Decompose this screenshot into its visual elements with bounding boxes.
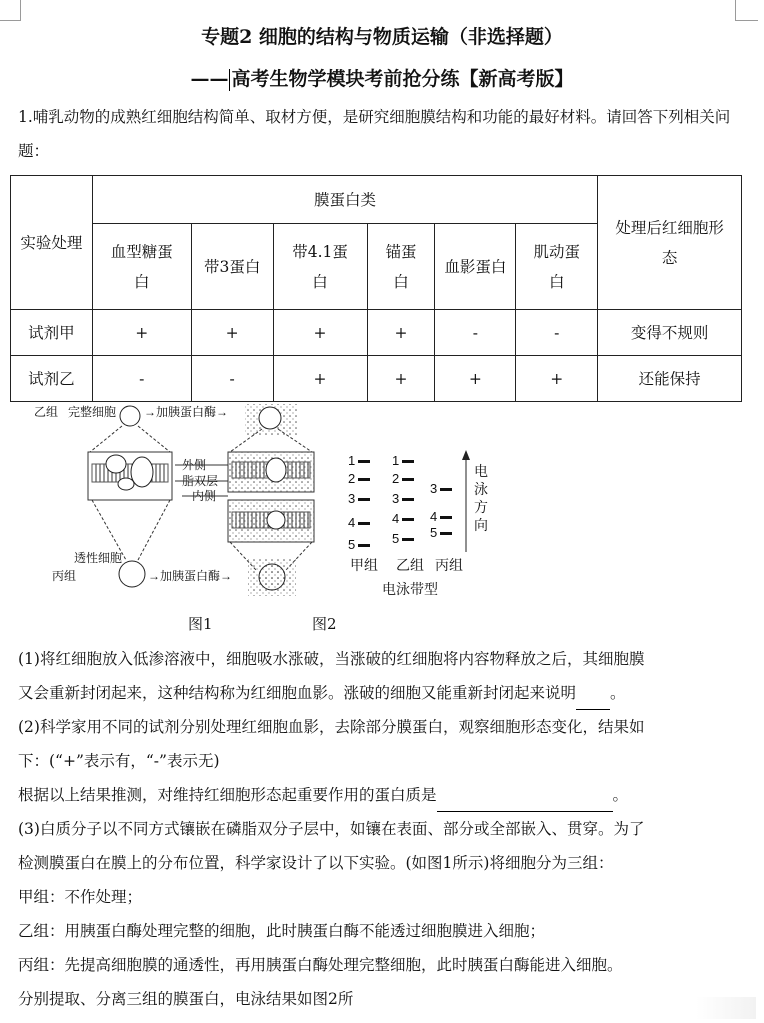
gel-band bbox=[358, 544, 370, 547]
fig1-permeable-cell-label: 透性细胞 bbox=[74, 551, 123, 565]
table-header-row bbox=[11, 176, 742, 224]
table-cell: + bbox=[273, 356, 367, 402]
band-number: 5 bbox=[348, 537, 356, 552]
table-row bbox=[11, 310, 742, 356]
document-subtitle bbox=[0, 64, 764, 91]
fig1-group-bing-label: 丙组 bbox=[52, 569, 77, 583]
answer-blank-1[interactable] bbox=[576, 689, 610, 710]
fig1-group-yi-label: 乙组 bbox=[34, 405, 59, 419]
q3-line-f: 分别提取、分离三组的膜蛋白，电泳结果如图2所 bbox=[18, 990, 354, 1008]
shape-result: 变得不规则 bbox=[598, 310, 742, 356]
table-cell: - bbox=[435, 310, 516, 356]
band-number: 5 bbox=[430, 525, 438, 540]
answer-blank-2[interactable] bbox=[437, 791, 613, 812]
fig1-intact-cell-label: 完整细胞 bbox=[68, 405, 117, 419]
direction-arrowhead bbox=[462, 450, 470, 460]
membrane-diagram-left bbox=[88, 452, 172, 500]
crop-mark-top-left bbox=[0, 0, 21, 21]
direction-label-char: 泳 bbox=[474, 481, 488, 497]
q1-end: 。 bbox=[610, 684, 626, 702]
q3-line-d: 乙组：用胰蛋白酶处理完整的细胞，此时胰蛋白酶不能透过细胞膜进入细胞； bbox=[18, 922, 546, 940]
direction-label bbox=[474, 463, 488, 533]
gel-band bbox=[402, 518, 414, 521]
gel-band bbox=[440, 488, 452, 491]
q3-line-b: 检测膜蛋白在膜上的分布位置，科学家设计了以下实验。(如图1所示)将细胞分为三组： bbox=[18, 854, 614, 872]
subtitle-text: 高考生物学模块考前抢分练【新高考版】 bbox=[231, 68, 574, 90]
band-number: 2 bbox=[348, 471, 356, 486]
q3-line-a: (3)白质分子以不同方式镶嵌在磷脂双分子层中，如镶在表面、部分或全部嵌入、贯穿。为了 bbox=[18, 820, 645, 838]
table-cell: - bbox=[92, 356, 191, 402]
direction-label-char: 向 bbox=[474, 517, 488, 533]
gel-band bbox=[402, 498, 414, 501]
protein-name: 锚蛋白 bbox=[367, 224, 435, 310]
reagent-name: 试剂甲 bbox=[11, 310, 93, 356]
protein-name: 肌动蛋白 bbox=[516, 224, 598, 310]
band-number: 4 bbox=[430, 509, 438, 524]
gel-band bbox=[358, 478, 370, 481]
label-inner: 内侧 bbox=[192, 489, 217, 503]
table-cell: + bbox=[191, 310, 273, 356]
figure1-caption: 图1 bbox=[188, 615, 213, 633]
protein-name: 带3蛋白 bbox=[191, 224, 273, 310]
gel-group-yi: 乙组 bbox=[396, 557, 424, 573]
band-number: 1 bbox=[348, 453, 356, 468]
band-number: 4 bbox=[348, 515, 356, 530]
fig1-add-enzyme-top: →加胰蛋白酶→ bbox=[144, 405, 229, 419]
document-title: 专题2 细胞的结构与物质运输（非选择题） bbox=[201, 26, 563, 48]
q1-text: 又会重新封闭起来，这种结构称为红细胞血影。涨破的细胞又能重新封闭起来说明 bbox=[18, 684, 577, 702]
band-number: 2 bbox=[392, 471, 400, 486]
q2-line-c bbox=[18, 778, 742, 812]
gel-band bbox=[402, 478, 414, 481]
gel-group-jia: 甲组 bbox=[350, 557, 378, 573]
table-cell: + bbox=[516, 356, 598, 402]
treated-permeable-cell-icon bbox=[259, 564, 285, 590]
electrophoresis-gel bbox=[348, 453, 452, 552]
q3-line-c: 甲组：不作处理； bbox=[18, 888, 143, 906]
q2-end: 。 bbox=[612, 786, 629, 804]
table-cell: + bbox=[367, 356, 435, 402]
fig1-add-enzyme-bottom: →加胰蛋白酶→ bbox=[148, 569, 233, 583]
table-cell: + bbox=[273, 310, 367, 356]
col-treatment-header: 实验处理 bbox=[11, 176, 93, 310]
gel-band bbox=[440, 532, 452, 535]
gel-band-type: 电泳带型 bbox=[382, 581, 438, 597]
reagent-name: 试剂乙 bbox=[11, 356, 93, 402]
band-number: 3 bbox=[348, 491, 356, 506]
intact-cell-icon bbox=[120, 406, 140, 426]
q1-line-b bbox=[18, 676, 742, 710]
gel-band bbox=[358, 522, 370, 525]
membrane-protein-table bbox=[10, 175, 742, 402]
col-proteins-header: 膜蛋白类 bbox=[92, 176, 597, 224]
q1-line-a: (1)将红细胞放入低渗溶液中，细胞吸水涨破，当涨破的红细胞将内容物释放之后，其细胞膜 bbox=[18, 650, 645, 668]
table-cell: - bbox=[516, 310, 598, 356]
protein-name: 带4.1蛋白 bbox=[273, 224, 367, 310]
direction-label-char: 电 bbox=[474, 463, 488, 479]
gel-band bbox=[440, 516, 452, 519]
table-cell: + bbox=[435, 356, 516, 402]
figures-1-and-2 bbox=[30, 402, 488, 634]
band-number: 3 bbox=[430, 481, 438, 496]
q2-line-a: (2)科学家用不同的试剂分别处理红细胞血影，去除部分膜蛋白，观察细胞形态变化，结果如 bbox=[18, 718, 645, 736]
table-cell: + bbox=[92, 310, 191, 356]
permeable-cell-icon bbox=[119, 561, 145, 587]
subtitle-dash: —— bbox=[190, 68, 229, 90]
gel-group-bing: 丙组 bbox=[435, 557, 463, 573]
gel-band bbox=[358, 498, 370, 501]
gel-band bbox=[402, 538, 414, 541]
gel-band bbox=[358, 460, 370, 463]
direction-label-char: 方 bbox=[474, 499, 488, 515]
crop-mark-top-right bbox=[735, 0, 758, 21]
figure2-caption: 图2 bbox=[312, 615, 337, 633]
q2-line-b: 下：(“+”表示有，“-”表示无) bbox=[18, 752, 220, 770]
protein-name: 血型糖蛋白 bbox=[92, 224, 191, 310]
protein-name: 血影蛋白 bbox=[435, 224, 516, 310]
shape-result: 还能保持 bbox=[598, 356, 742, 402]
table-cell: + bbox=[367, 310, 435, 356]
membrane-diagram-right-bottom bbox=[228, 500, 314, 542]
band-number: 1 bbox=[392, 453, 400, 468]
treated-cell-icon bbox=[259, 407, 281, 429]
label-outer: 外侧 bbox=[182, 458, 207, 472]
band-number: 5 bbox=[392, 531, 400, 546]
q3-line-e: 丙组：先提高细胞膜的通透性，再用胰蛋白酶处理完整细胞，此时胰蛋白酶能进入细胞。 bbox=[18, 956, 623, 974]
membrane-diagram-right-top bbox=[228, 452, 314, 492]
table-cell: - bbox=[191, 356, 273, 402]
table-row bbox=[11, 356, 742, 402]
question-intro: 1.哺乳动物的成熟红细胞结构简单、取材方便，是研究细胞膜结构和功能的最好材料。请回答下列相关问题： bbox=[18, 108, 731, 160]
q2-text: 根据以上结果推测，对维持红细胞形态起重要作用的蛋白质是 bbox=[18, 786, 437, 804]
gel-band bbox=[402, 460, 414, 463]
col-shape-header: 处理后红细胞形态 bbox=[598, 176, 742, 310]
band-number: 3 bbox=[392, 491, 400, 506]
label-bilayer: 脂双层 bbox=[182, 474, 219, 488]
band-number: 4 bbox=[392, 511, 400, 526]
watermark-fade bbox=[696, 997, 756, 1019]
